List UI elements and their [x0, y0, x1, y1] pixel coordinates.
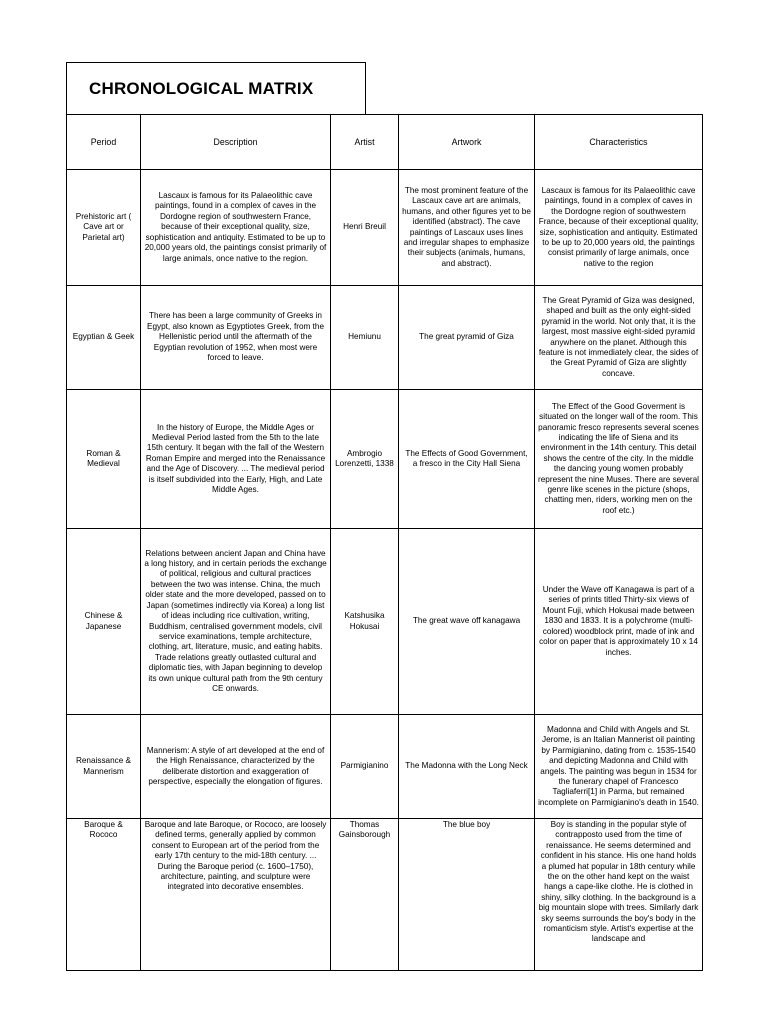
table-row [67, 286, 703, 390]
table-row [67, 715, 703, 819]
artwork-cell: The great pyramid of Giza [399, 286, 535, 390]
characteristics-cell: Boy is standing in the popular style of contrapposto used from the time of renaissance. He seems determined and confident in his stance. His one hand holds a plumed hat popular in 18th century while the on the other hand kept on the waist hangs a cape-like clothe. He is clothed in shiny, silky clothing. In the background is a big mountain slope with trees. Similarly dark sky seems surrounds the boy's body in the romanticism style. Artist's expertise at the landscape and [535, 819, 703, 971]
artwork-cell: The Madonna with the Long Neck [399, 715, 535, 819]
header-artwork: Artwork [399, 115, 535, 170]
chronological-matrix-table [66, 114, 703, 971]
header-period: Period [67, 115, 141, 170]
table-row [67, 390, 703, 529]
period-cell: Chinese & Japanese [67, 529, 141, 715]
characteristics-cell: The Great Pyramid of Giza was designed, shaped and built as the only eight-sided pyramid in the world. Not only that, it is the largest, most massive eight-sided pyramid anywhere on the planet. Although this feature is not immediately clear, the sides of the Great Pyramid of Giza are slightly concave. [535, 286, 703, 390]
description-cell: There has been a large community of Greeks in Egypt, also known as Egyptiotes Greek, from the Hellenistic period until the aftermath of the Egyptian revolution of 1952, when most were forced to leave. [141, 286, 331, 390]
page-title: CHRONOLOGICAL MATRIX [89, 79, 314, 98]
period-cell: Baroque & Rococo [67, 819, 141, 971]
description-cell: Relations between ancient Japan and China have a long history, and in certain periods the exchange of political, religious and cultural practices between the two was intense. China, the much older state and the more developed, passed on to Japan (sometimes indirectly via Korea) a long list of ideas including rice cultivation, writing, Buddhism, centralised government models, civil service examinations, temple architecture, clothing, art, literature, music, and eating habits. Trade relations greatly outlasted cultural and diplomatic ties, with Japan beginning to develop its own unique cultural path from the 9th century CE onwards. [141, 529, 331, 715]
period-cell: Egyptian & Geek [67, 286, 141, 390]
header-characteristics: Characteristics [535, 115, 703, 170]
artist-cell: Hemiunu [331, 286, 399, 390]
period-cell: Renaissance & Mannerism [67, 715, 141, 819]
characteristics-cell: Madonna and Child with Angels and St. Jerome, is an Italian Mannerist oil painting by Parmigianino, dating from c. 1535-1540 and depicting Madonna and Child with angels. The painting was begun in 1534 for the funerary chapel of Francesco Tagliaferri[1] in Parma, but remained incomplete on Parmigianino's death in 1540. [535, 715, 703, 819]
period-cell: Roman & Medieval [67, 390, 141, 529]
header-description: Description [141, 115, 331, 170]
artist-cell: Parmigianino [331, 715, 399, 819]
artwork-cell: The Effects of Good Government, a fresco in the City Hall Siena [399, 390, 535, 529]
table-row [67, 819, 703, 971]
artist-cell: Katshusika Hokusai [331, 529, 399, 715]
period-cell: Prehistoric art ( Cave art or Parietal art) [67, 170, 141, 286]
artwork-cell: The blue boy [399, 819, 535, 971]
header-row [67, 115, 703, 170]
artwork-cell: The most prominent feature of the Lascaux cave art are animals, humans, and other figures yet to be identified (abstract). The cave paintings of Lascaux uses lines and irregular shapes to emphasize their subjects (animals, humans, and abstract). [399, 170, 535, 286]
artist-cell: Thomas Gainsborough [331, 819, 399, 971]
title-box [66, 62, 366, 114]
header-artist: Artist [331, 115, 399, 170]
characteristics-cell: Under the Wave off Kanagawa is part of a series of prints titled Thirty-six views of Mount Fuji, which Hokusai made between 1830 and 1833. It is a polychrome (multi-colored) woodblock print, made of ink and color on paper that is approximately 10 x 14 inches. [535, 529, 703, 715]
description-cell: Mannerism: A style of art developed at the end of the High Renaissance, characterized by the deliberate distortion and exaggeration of perspective, especially the elongation of figures. [141, 715, 331, 819]
description-cell: Lascaux is famous for its Palaeolithic cave paintings, found in a complex of caves in the Dordogne region of southwestern France, because of their exceptional quality, size, sophistication and antiquity. Estimated to be up to 20,000 years old, the paintings consist primarily of large animals, once native to the region. [141, 170, 331, 286]
table-row [67, 529, 703, 715]
description-cell: Baroque and late Baroque, or Rococo, are loosely defined terms, generally applied by common consent to European art of the period from the early 17th century to the mid-18th century. ... During the Baroque period (c. 1600–1750), architecture, painting, and sculpture were integrated into decorative ensembles. [141, 819, 331, 971]
artist-cell: Ambrogio Lorenzetti, 1338 [331, 390, 399, 529]
characteristics-cell: The Effect of the Good Goverment is situated on the longer wall of the room. This panoramic fresco represents several scenes indicating the life of Siena and its environment in the 14th century. This detail shows the centre of the city. In the middle the dancing young women probably represent the nine Muses. There are several genre like scenes in the picture (shops, chatting men, riders, working men on the roof etc.) [535, 390, 703, 529]
characteristics-cell: Lascaux is famous for its Palaeolithic cave paintings, found in a complex of caves in the Dordogne region of southwestern France, because of their exceptional quality, size, sophistication and antiquity. Estimated to be up to 20,000 years old, the paintings consist primarily of large animals, once native to the region [535, 170, 703, 286]
artwork-cell: The great wave off kanagawa [399, 529, 535, 715]
table-row [67, 170, 703, 286]
artist-cell: Henri Breuil [331, 170, 399, 286]
description-cell: In the history of Europe, the Middle Ages or Medieval Period lasted from the 5th to the late 15th century. It began with the fall of the Western Roman Empire and merged into the Renaissance and the Age of Discovery. ... The medieval period is itself subdivided into the Early, High, and Late Middle Ages. [141, 390, 331, 529]
